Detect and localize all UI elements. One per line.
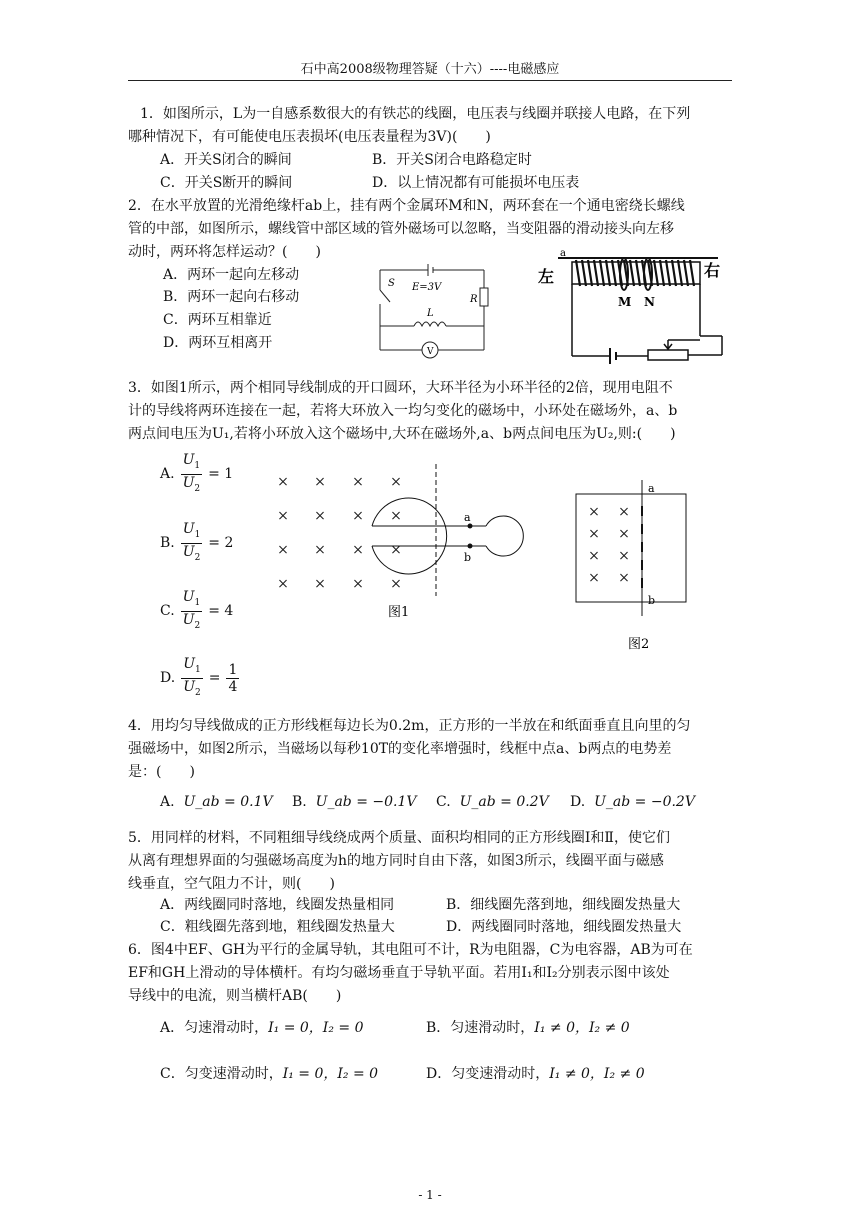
q3-option-b-value: = 2 bbox=[208, 535, 234, 552]
q6-option-a-text: A．匀速滑动时， bbox=[160, 1020, 269, 1036]
q3-option-c-fraction bbox=[181, 589, 203, 634]
q2-circuit-diagram bbox=[372, 262, 498, 362]
svg-text:×: × bbox=[588, 526, 600, 542]
q3-d-value-num: 1 bbox=[228, 661, 238, 678]
svg-text:×: × bbox=[390, 474, 402, 490]
q3-c-den-sub: 2 bbox=[194, 620, 201, 631]
q1-option-b: B．开关S闭合电路稳定时 bbox=[372, 152, 532, 168]
q6-option-d-math: I₁ ≠ 0，I₂ ≠ 0 bbox=[549, 1066, 645, 1082]
q5-line1: 5．用同样的材料，不同粗细导线绕成两个质量、面积均相同的正方形线圈Ⅰ和Ⅱ，使它们 bbox=[128, 830, 670, 846]
q3-a-den: U bbox=[182, 474, 195, 491]
q3-figure-1 bbox=[268, 464, 538, 624]
q6-option-c bbox=[160, 1064, 378, 1084]
q3-c-den: U bbox=[182, 611, 195, 628]
q4-option-b-letter: B. bbox=[292, 794, 307, 810]
q4-option-c-letter: C. bbox=[436, 794, 451, 810]
svg-text:×: × bbox=[618, 504, 630, 520]
svg-text:×: × bbox=[618, 548, 630, 564]
q4-option-c-value: U_ab = 0.2V bbox=[459, 794, 549, 810]
svg-text:×: × bbox=[352, 508, 364, 524]
q5-option-b: B．细线圈先落到地，细线圈发热量大 bbox=[446, 897, 681, 913]
q6-option-d bbox=[426, 1064, 645, 1084]
fig2-point-a: a bbox=[648, 482, 655, 495]
q2-option-a: A．两环一起向左移动 bbox=[163, 267, 300, 283]
fig1-point-a: a bbox=[464, 511, 471, 524]
q4-option-a-value: U_ab = 0.1V bbox=[183, 794, 273, 810]
q6-line1: 6．图4中EF、GH为平行的金属导轨，其电阻可不计，R为电阻器，C为电容器，AB为可在 bbox=[128, 942, 693, 958]
q5-option-d: D．两线圈同时落地，细线圈发热量大 bbox=[446, 919, 682, 935]
q2-inductor-label: L bbox=[427, 308, 434, 319]
q1-option-d: D．以上情况都有可能损坏电压表 bbox=[372, 175, 580, 191]
fig1-field-crosses bbox=[277, 474, 402, 592]
q2-solenoid-diagram bbox=[536, 244, 738, 364]
svg-text:×: × bbox=[390, 508, 402, 524]
q3-option-a-value: = 1 bbox=[208, 466, 234, 483]
q3-c-num-sub: 1 bbox=[194, 597, 201, 608]
q3-d-value-den: 4 bbox=[228, 678, 238, 695]
svg-text:×: × bbox=[588, 548, 600, 564]
q2-switch-label: S bbox=[388, 278, 395, 289]
q4-option-d-value: U_ab = −0.2V bbox=[594, 794, 695, 810]
q3-d-num-sub: 1 bbox=[195, 664, 201, 675]
svg-text:×: × bbox=[352, 542, 364, 558]
q4-line3: 是：( ) bbox=[128, 764, 195, 780]
q6-option-b-text: B．匀速滑动时， bbox=[426, 1020, 535, 1036]
q2-line1: 2．在水平放置的光滑绝缘杆ab上，挂有两个金属环M和N，两环套在一个通电密绕长螺线 bbox=[128, 198, 685, 214]
svg-text:×: × bbox=[314, 576, 326, 592]
q2-option-b: B．两环一起向右移动 bbox=[163, 289, 300, 305]
q2-ring-n-label: N bbox=[644, 295, 655, 309]
q6-option-a-math: I₁ = 0，I₂ = 0 bbox=[268, 1020, 364, 1036]
q4-option-d bbox=[570, 792, 695, 812]
q3-line2: 计的导线将两环连接在一起，若将大环放入一均匀变化的磁场中，小环处在磁场外，a、b bbox=[128, 403, 678, 419]
q3-option-b-fraction bbox=[181, 521, 203, 566]
q3-option-c-letter: C. bbox=[160, 603, 175, 620]
q6-option-b bbox=[426, 1018, 630, 1038]
svg-text:×: × bbox=[314, 542, 326, 558]
q5-option-c: C．粗线圈先落到地，粗线圈发热量大 bbox=[160, 919, 395, 935]
q1-option-c: C．开关S断开的瞬间 bbox=[160, 175, 293, 191]
q3-line1: 3．如图1所示，两个相同导线制成的开口圆环，大环半径为小环半径的2倍，现用电阻不 bbox=[128, 380, 673, 396]
q3-option-d-fraction bbox=[181, 656, 203, 701]
q3-a-num: U bbox=[182, 452, 195, 468]
q4-option-a bbox=[160, 792, 273, 812]
fig1-point-b: b bbox=[464, 551, 472, 564]
q3-option-b-letter: B. bbox=[160, 535, 175, 552]
svg-text:×: × bbox=[390, 542, 402, 558]
q2-option-d: D．两环互相离开 bbox=[163, 335, 273, 351]
fig1-caption: 图1 bbox=[388, 605, 410, 620]
q3-option-c bbox=[160, 589, 233, 634]
svg-text:×: × bbox=[277, 508, 289, 524]
svg-text:×: × bbox=[352, 576, 364, 592]
q3-option-a-fraction bbox=[181, 452, 203, 497]
q6-option-c-text: C．匀变速滑动时， bbox=[160, 1066, 283, 1082]
q5-option-a: A．两线圈同时落地，线圈发热量相同 bbox=[160, 897, 395, 913]
q3-option-d: D. $\frac{U_1}{U_2}$ = $\frac{1}{4}$ bbox=[160, 656, 239, 701]
q2-emf-label: E=3V bbox=[412, 282, 442, 293]
q5-line3: 线垂直，空气阻力不计，则( ) bbox=[128, 876, 335, 892]
page-number: - 1 - bbox=[418, 1188, 442, 1202]
q6-option-d-text: D．匀变速滑动时， bbox=[426, 1066, 550, 1082]
q4-line2: 强磁场中，如图2所示，当磁场以每秒10T的变化率增强时，线框中点a、b两点的电势差 bbox=[128, 741, 672, 757]
fig2-point-b: b bbox=[648, 594, 656, 607]
q3-d-den: U bbox=[183, 678, 195, 695]
q4-option-d-letter: D. bbox=[570, 794, 586, 810]
q3-b-den-sub: 2 bbox=[194, 552, 201, 563]
q3-b-den: U bbox=[182, 543, 195, 560]
q2-resistor-label: R bbox=[470, 294, 478, 305]
q6-line3: 导线中的电流，则当横杆AB( ) bbox=[128, 988, 342, 1004]
q3-figure-2 bbox=[572, 476, 692, 660]
q3-b-num-sub: 1 bbox=[194, 529, 201, 540]
q3-d-num: U bbox=[183, 656, 195, 672]
header-rule bbox=[128, 80, 732, 81]
q3-a-den-sub: 2 bbox=[194, 483, 201, 494]
q2-left-label: 左 bbox=[538, 267, 555, 286]
fig2-field-crosses bbox=[588, 504, 630, 586]
q3-a-num-sub: 1 bbox=[194, 460, 201, 471]
q3-option-b bbox=[160, 521, 233, 566]
q3-c-num: U bbox=[182, 589, 195, 605]
svg-text:×: × bbox=[277, 542, 289, 558]
q2-ring-m-label: M bbox=[618, 295, 632, 309]
q3-option-c-value: = 4 bbox=[208, 603, 234, 620]
q6-option-a bbox=[160, 1018, 364, 1038]
q6-option-b-math: I₁ ≠ 0，I₂ ≠ 0 bbox=[534, 1020, 630, 1036]
q1-option-a: A．开关S闭合的瞬间 bbox=[160, 152, 292, 168]
page-header: 石中高2008级物理答疑（十六）----电磁感应 bbox=[300, 62, 560, 77]
q2-solenoid-end-a: a bbox=[560, 248, 566, 259]
svg-text:×: × bbox=[277, 474, 289, 490]
q3-line3: 两点间电压为U₁,若将小环放入这个磁场中,大环在磁场外,a、b两点间电压为U₂,则:( ) bbox=[128, 426, 676, 442]
q4-option-a-letter: A. bbox=[160, 794, 175, 810]
svg-text:×: × bbox=[277, 576, 289, 592]
svg-text:×: × bbox=[588, 570, 600, 586]
q1-line2: 哪种情况下，有可能使电压表损坏(电压表量程为3V)( ) bbox=[128, 129, 491, 145]
q1-line1: 1．如图所示，L为一自感系数很大的有铁芯的线圈，电压表与线圈并联接人电路，在下列 bbox=[140, 106, 691, 122]
q4-option-b-value: U_ab = −0.1V bbox=[315, 794, 417, 810]
q3-b-num: U bbox=[182, 521, 195, 537]
q3-option-d-letter: D. bbox=[160, 670, 176, 687]
q6-option-c-math: I₁ = 0，I₂ = 0 bbox=[282, 1066, 379, 1082]
q4-line1: 4．用均匀导线做成的正方形线框每边长为0.2m，正方形的一半放在和纸面垂直且向里的匀 bbox=[128, 718, 691, 734]
q3-option-d-value-fraction bbox=[226, 662, 239, 695]
q5-line2: 从离有理想界面的匀强磁场高度为h的地方同时自由下落，如图3所示，线圈平面与磁感 bbox=[128, 853, 664, 869]
q2-line2: 管的中部，如图所示，螺线管中部区域的管外磁场可以忽略，当变阻器的滑动接头向左移 bbox=[128, 221, 674, 237]
fig2-caption: 图2 bbox=[628, 637, 650, 652]
q2-voltmeter-label: V bbox=[427, 347, 434, 357]
q3-option-a-letter: A. bbox=[160, 466, 175, 483]
svg-text:×: × bbox=[314, 474, 326, 490]
q6-line2: EF和GH上滑动的导体横杆。有均匀磁场垂直于导轨平面。若用I₁和I₂分别表示图中该处 bbox=[128, 965, 670, 981]
q2-right-label: 右 bbox=[704, 261, 721, 280]
svg-text:×: × bbox=[618, 526, 630, 542]
svg-text:×: × bbox=[352, 474, 364, 490]
q3-option-a bbox=[160, 452, 233, 497]
svg-text:×: × bbox=[588, 504, 600, 520]
svg-text:×: × bbox=[314, 508, 326, 524]
q2-option-c: C．两环互相靠近 bbox=[163, 312, 272, 328]
q4-option-c bbox=[436, 792, 549, 812]
q4-option-b bbox=[292, 792, 417, 812]
q2-line3: 动时，两环将怎样运动？( ) bbox=[128, 244, 321, 260]
q3-d-den-sub: 2 bbox=[195, 687, 201, 698]
svg-text:×: × bbox=[618, 570, 630, 586]
svg-text:×: × bbox=[390, 576, 402, 592]
